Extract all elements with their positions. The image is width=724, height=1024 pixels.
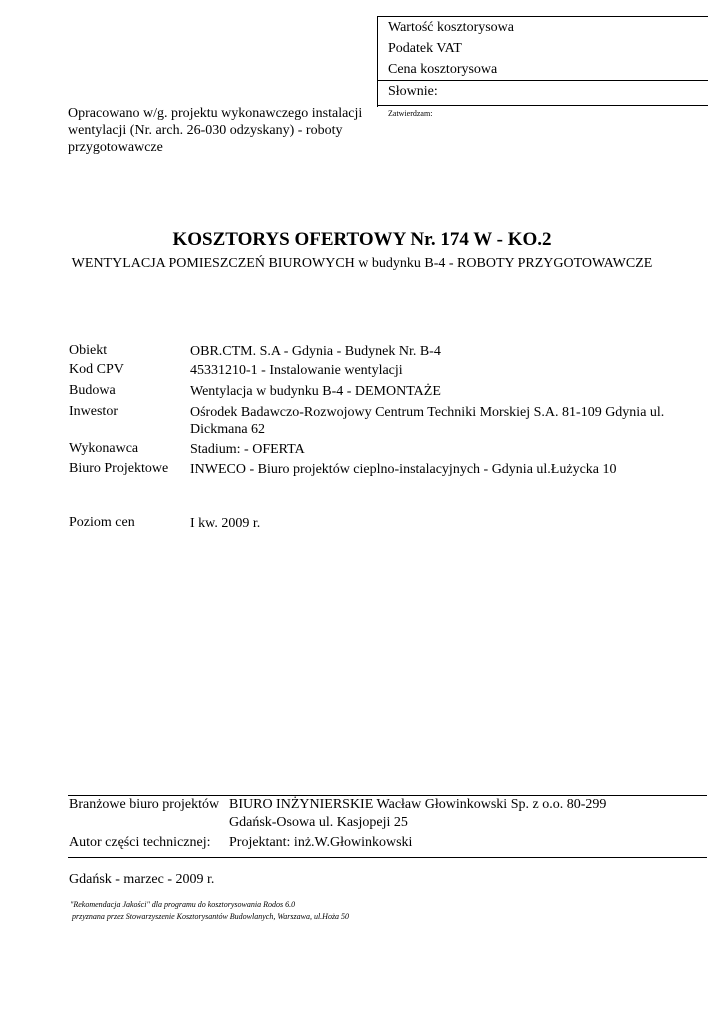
prepared-note: Opracowano w/g. projektu wykonawczego instalacji wentylacji (Nr. arch. 26-030 odzyskany) - roboty przygotowawcze xyxy=(68,106,363,155)
cpv-label: Kod CPV xyxy=(69,362,124,377)
object-value: OBR.CTM. S.A - Gdynia - Budynek Nr. B-4 xyxy=(190,344,441,359)
estimate-price-label: Cena kosztorysowa xyxy=(388,62,498,77)
summary-box xyxy=(377,16,708,118)
footer-divider xyxy=(68,795,707,796)
investor-value: Ośrodek Badawczo-Rozwojowy Centrum Techniki Morskiej S.A. 81-109 Gdynia ul. Dickmana 62 xyxy=(190,405,665,437)
design-office-label: Biuro Projektowe xyxy=(69,461,169,476)
approval-label: Zatwierdzam: xyxy=(388,109,433,118)
in-words-label: Słownie: xyxy=(388,84,438,99)
summary-separator xyxy=(378,80,708,81)
branch-office-line1: BIURO INŻYNIERSKIE Wacław Głowinkowski Sp. z o.o. 80-299 xyxy=(229,797,607,812)
quality-note: "Rekomendacja Jakości" dla programu do kosztorysowania Rodos 6.0 xyxy=(70,900,296,909)
footer-divider xyxy=(68,857,707,858)
summary-separator xyxy=(378,105,708,106)
contractor-value: Stadium: - OFERTA xyxy=(190,442,305,457)
contractor-label: Wykonawca xyxy=(69,441,139,456)
author-value: Projektant: inż.W.Głowinkowski xyxy=(229,835,413,850)
author-label: Autor części technicznej: xyxy=(69,835,211,850)
branch-office-label: Branżowe biuro projektów xyxy=(69,797,220,812)
cpv-value: 45331210-1 - Instalowanie wentylacji xyxy=(190,363,403,378)
place-date: Gdańsk - marzec - 2009 r. xyxy=(69,872,215,887)
document-subtitle: WENTYLACJA POMIESZCZEŃ BIUROWYCH w budynku B-4 - ROBOTY PRZYGOTOWAWCZE xyxy=(71,256,653,271)
investor-label: Inwestor xyxy=(69,404,118,419)
price-level-label: Poziom cen xyxy=(69,515,135,530)
vat-label: Podatek VAT xyxy=(388,41,462,56)
price-level-value: I kw. 2009 r. xyxy=(190,516,261,531)
branch-office-line2: Gdańsk-Osowa ul. Kasjopeji 25 xyxy=(229,815,408,830)
object-label: Obiekt xyxy=(69,343,108,358)
quality-note-2: przyznana przez Stowarzyszenie Kosztorysantów Budowlanych, Warszawa, ul.Hoża 50 xyxy=(70,912,350,921)
construction-value: Wentylacja w budynku B-4 - DEMONTAŻE xyxy=(190,384,441,399)
design-office-value: INWECO - Biuro projektów cieplno-instalacyjnych - Gdynia ul.Łużycka 10 xyxy=(190,462,617,477)
estimate-value-label: Wartość kosztorysowa xyxy=(388,20,515,35)
construction-label: Budowa xyxy=(69,383,116,398)
document-title: KOSZTORYS OFERTOWY Nr. 174 W - KO.2 xyxy=(172,229,552,250)
